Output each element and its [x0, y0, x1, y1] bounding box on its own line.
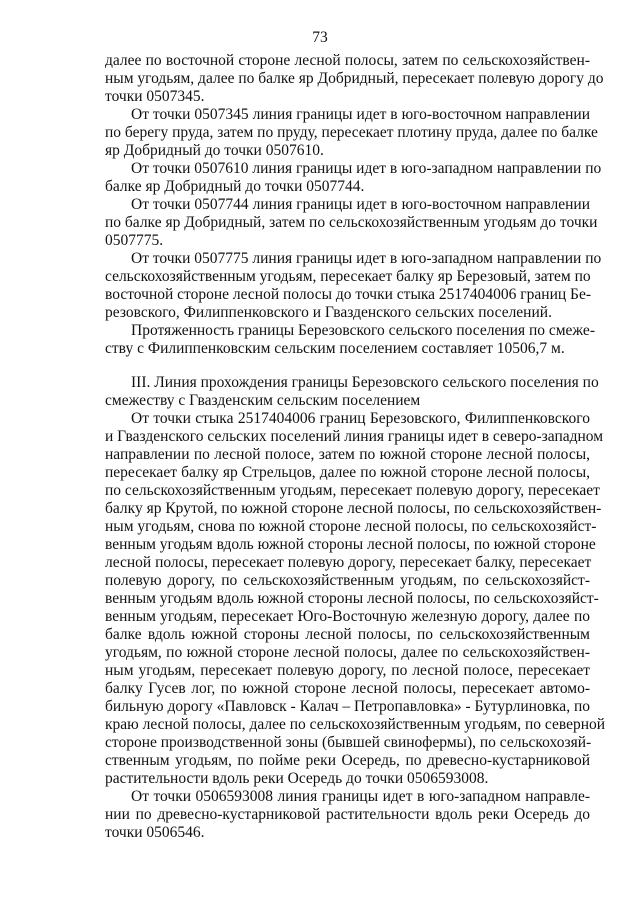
text-line: резовского, Филиппенковского и Гвазденского сельских поселений. — [105, 304, 552, 321]
text-line: От точки стыка 2517404006 границ Березовского, Филиппенковского — [131, 410, 590, 427]
text-line: венным угодьям вдоль южной стороны лесной полосы, по южной стороне — [105, 536, 596, 553]
text-line: краю лесной полосы, далее по сельскохозяйственным угодьям, по северной — [105, 716, 606, 733]
text-line: далее по восточной стороне лесной полосы, затем по сельскохозяйствен- — [105, 52, 590, 69]
text-line: ным угодьям, далее по балке яр Добридный, пересекает полевую дорогу до — [105, 70, 604, 87]
text-line: восточной стороне лесной полосы до точки стыка 2517404006 границ Бе- — [105, 286, 591, 303]
section-heading: смежеству с Гвазденским сельским поселением — [105, 392, 421, 409]
text-line: венным угодьям вдоль южной стороны лесной полосы, по сельскохозяйст- — [105, 590, 599, 607]
text-line: 0507775. — [105, 232, 164, 249]
text-line: полевую дорогу, по сельскохозяйственным угодьям, по сельскохозяйст- — [105, 572, 590, 589]
text-line: От точки 0507610 линия границы идет в юго-западном направлении по — [131, 160, 602, 177]
text-line: ным угодьям, пересекает полевую дорогу, по лесной полосе, пересекает — [105, 662, 590, 679]
text-line: растительности вдоль реки Осередь до точки 0506593008. — [105, 770, 489, 787]
text-line: Протяженность границы Березовского сельского поселения по смеже- — [131, 322, 595, 339]
text-line: От точки 0507775 линия границы идет в юго-западном направлении по — [131, 250, 602, 267]
text-line: От точки 0506593008 линия границы идет в юго-западном направле- — [131, 788, 590, 805]
text-line: направлении по лесной полосе, затем по южной стороне лесной полосы, — [105, 446, 590, 463]
text-line: точки 0507345. — [105, 88, 205, 105]
text-line: точки 0506546. — [105, 824, 205, 841]
text-line: балке яр Добридный до точки 0507744. — [105, 178, 365, 195]
text-line: и Гвазденского сельских поселений линия границы идет в северо-западном — [105, 428, 604, 445]
text-line: по сельскохозяйственным угодьям, пересекает полевую дорогу, пересекает — [105, 482, 600, 499]
text-line: ным угодьям, снова по южной стороне лесной полосы, по сельскохозяйст- — [105, 518, 597, 535]
text-line: ственным угодьям, по пойме реки Осередь, по древесно-кустарниковой — [105, 752, 590, 769]
text-line: лесной полосы, пересекает полевую дорогу, пересекает балку, пересекает — [105, 554, 592, 571]
text-line: От точки 0507744 линия границы идет в юго-восточном направлении — [131, 196, 590, 213]
text-line: От точки 0507345 линия границы идет в юго-восточном направлении — [131, 106, 590, 123]
page-number: 73 — [312, 29, 328, 46]
text-line: нии по древесно-кустарниковой растительности вдоль реки Осередь до — [105, 806, 590, 823]
text-line: балку яр Крутой, по южной стороне лесной полосы, по сельскохозяйствен- — [105, 500, 602, 517]
text-line: стороне производственной зоны (бывшей свинофермы), по сельскохозяй- — [105, 734, 592, 751]
text-line: бильную дорогу «Павловск - Калач – Петропавловка» - Бутурлиновка, по — [105, 698, 590, 715]
text-line: венным угодьям, пересекает Юго-Восточную железную дорогу, далее по — [105, 608, 590, 625]
section-heading: III. Линия прохождения границы Березовского сельского поселения по — [131, 374, 599, 391]
text-line: по балке яр Добридный, затем по сельскохозяйственным угодьям до точки — [105, 214, 598, 231]
text-line: ству с Филиппенковским сельским поселением составляет 10506,7 м. — [105, 340, 565, 357]
text-line: пересекает балку яр Стрельцов, далее по южной стороне лесной полосы, — [105, 464, 590, 481]
text-line: сельскохозяйственным угодьям, пересекает балку яр Березовый, затем по — [105, 268, 591, 285]
text-line: балке вдоль южной стороны лесной полосы, по сельскохозяйственным — [105, 626, 590, 643]
text-line: по берегу пруда, затем по пруду, пересекает плотину пруда, далее по балке — [105, 124, 598, 141]
text-line: угодьям, по южной стороне лесной полосы, далее по сельскохозяйствен- — [105, 644, 590, 661]
text-line: балку Гусев лог, по южной стороне лесной полосы, пересекает автомо- — [105, 680, 590, 697]
text-line: яр Добридный до точки 0507610. — [105, 142, 324, 159]
